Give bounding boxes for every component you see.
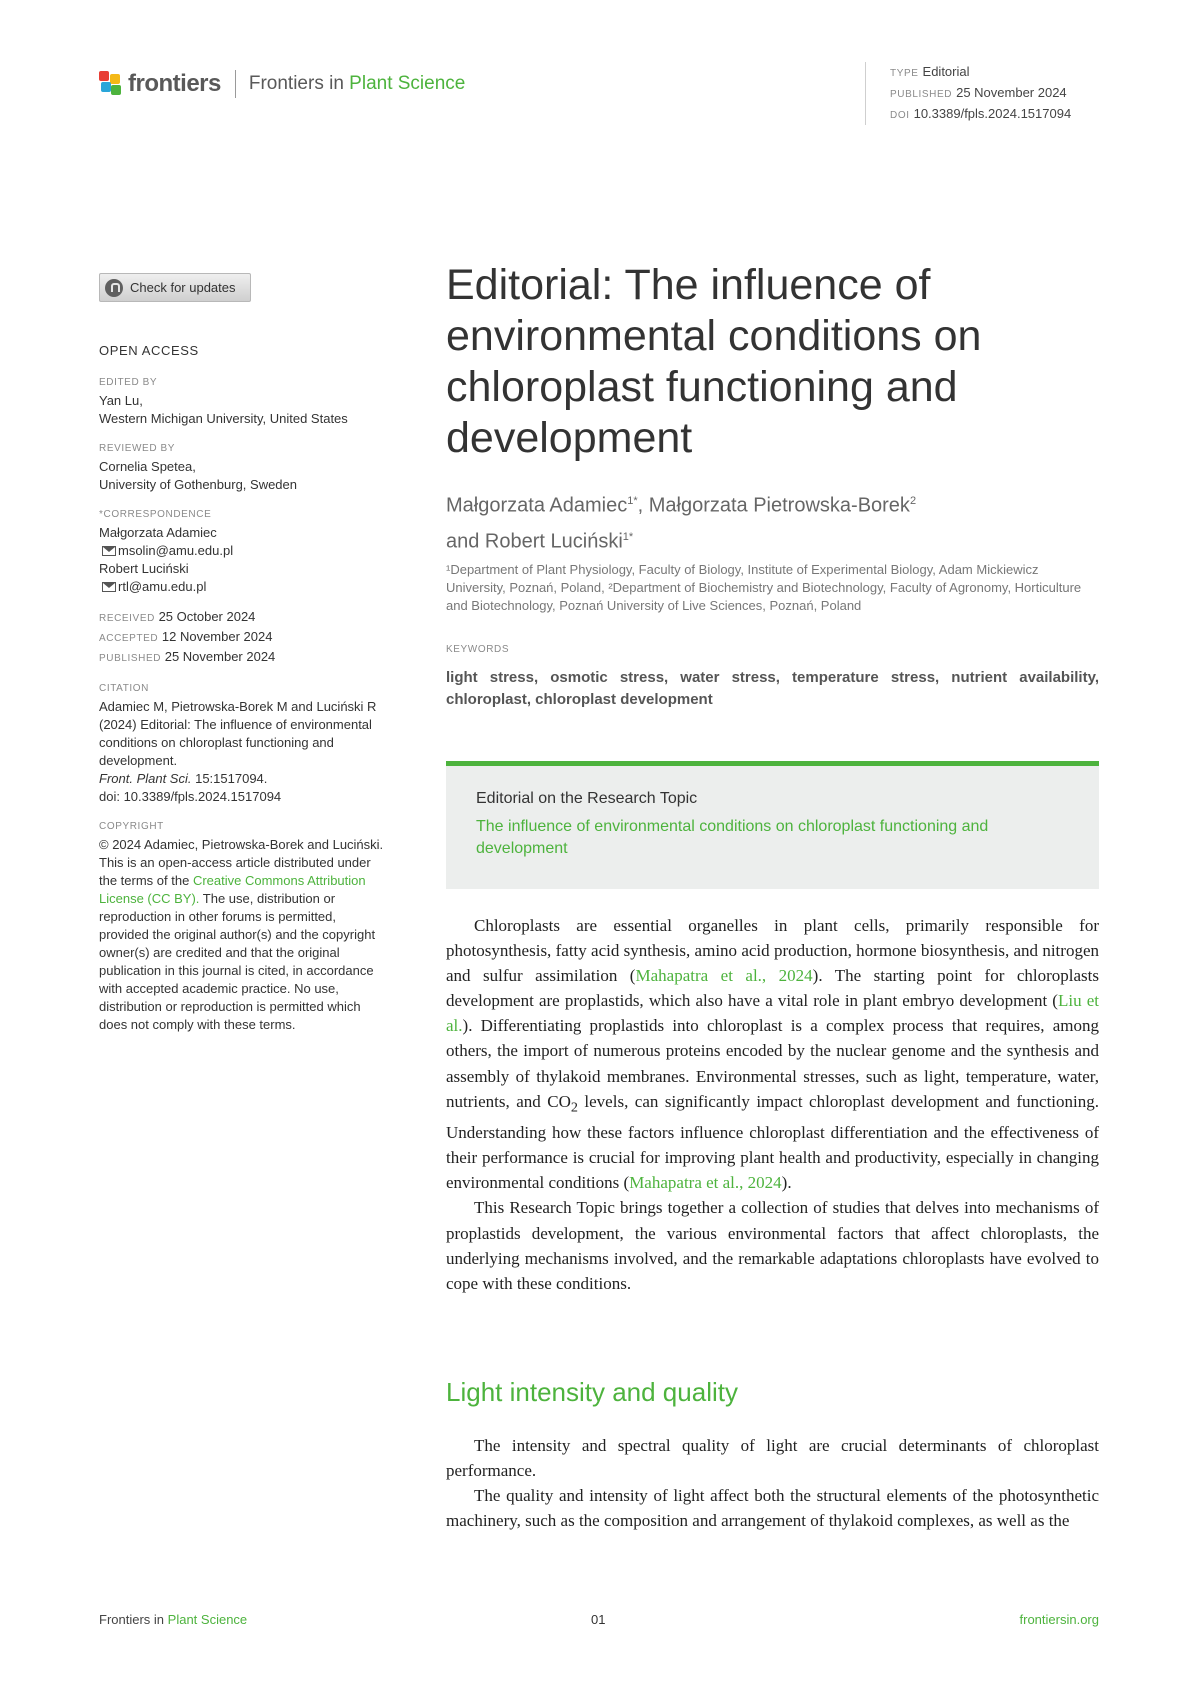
- research-topic-link[interactable]: The influence of environmental conditions on chloroplast functioning and development: [476, 818, 989, 857]
- copyright: COPYRIGHT © 2024 Adamiec, Pietrowska-Borek and Luciński. This is an open-access article distributed under the terms of the Creative Commons Attribution License (CC BY). The use, distribution or reproduction in other forums is permitted, provided the original author(s) and the copyright owner(s) are credited and that the original publication in this journal is cited, in accordance with accepted academic practice. No use, distribution or reproduction is permitted which does not comply with these terms.: [99, 821, 384, 1032]
- open-access-label: OPEN ACCESS: [99, 343, 199, 358]
- check-for-updates-button[interactable]: Check for updates: [99, 273, 251, 302]
- bookmark-icon: [105, 279, 123, 297]
- paragraph: Chloroplasts are essential organelles in plant cells, primarily responsible for photosynthesis, fatty acid synthesis, amino acid production, hormone biosynthesis, and nitrogen and sulfur assimilation (Mahapatra et al., 2024). The starting point for chloroplasts development are proplastids, which also have a vital role in plant embryo development (Liu et al.). Differentiating proplastids into chloroplast is a complex process that requires, among others, the import of numerous proteins encoded by the nuclear genome and the synthesis and assembly of thylakoid membranes. Environmental stresses, such as light, temperature, water, nutrients, and $CO_2$ levels, can significantly impact chloroplast development and functioning. Understanding how these factors influence chloroplast differentiation and the effectiveness of their performance is crucial for improving plant health and productivity, especially in changing environmental conditions (Mahapatra et al., 2024).: [446, 916, 1100, 1193]
- email-link-2[interactable]: rtl@amu.edu.pl: [99, 578, 384, 596]
- keywords-label: KEYWORDS: [446, 644, 510, 655]
- body-intro: [446, 913, 1099, 1296]
- email-link-1[interactable]: msolin@amu.edu.pl: [99, 542, 384, 560]
- research-topic-box: [446, 761, 1099, 889]
- research-topic-label: Editorial on the Research Topic: [476, 790, 698, 807]
- reviewed-by: REVIEWED BY Cornelia Spetea, University of Gothenburg, Sweden: [99, 443, 297, 492]
- mail-icon: [102, 546, 116, 556]
- brand-name: frontiers: [128, 70, 221, 97]
- article-title: Editorial: The influence of environmental conditions on chloroplast functioning and development: [446, 261, 982, 462]
- author-name[interactable]: Małgorzata Adamiec: [446, 494, 628, 517]
- reference-link[interactable]: Mahapatra et al., 2024: [635, 966, 813, 986]
- author-list: Małgorzata Adamiec$^{1*}$, Małgorzata Pietrowska-Borek$^2$ and Robert Luciński$^{1*}$: [446, 494, 917, 553]
- author-name[interactable]: , Małgorzata Pietrowska-Borek: [637, 494, 910, 517]
- paragraph: The quality and intensity of light affect both the structural elements of the photosynthetic machinery, such as the composition and arrangement of thylakoid complexes, as well as the: [446, 1486, 1099, 1531]
- paragraph: The intensity and spectral quality of light are crucial determinants of chloroplast performance.: [446, 1436, 1099, 1481]
- article-type: Editorial: [922, 64, 970, 79]
- keywords: light stress, osmotic stress, water stress, temperature stress, nutrient availability, chloroplast, chloroplast development: [446, 669, 1099, 708]
- frontiers-logo[interactable]: [99, 70, 465, 98]
- footer-site-link[interactable]: frontiersin.org: [1019, 1612, 1099, 1627]
- citation: CITATION Adamiec M, Pietrowska-Borek M and Luciński R (2024) Editorial: The influence of environmental conditions on chloroplast functioning and development. Front. Plant Sci. 15:1517094. doi: 10.3389/fpls.2024.1517094: [99, 683, 377, 804]
- journal-name: Frontiers in Plant Science: [248, 73, 466, 94]
- article-dates: RECEIVED 25 October 2024 ACCEPTED 12 November 2024 PUBLISHED 25 November 2024: [99, 609, 276, 664]
- section-heading: Light intensity and quality: [446, 1377, 738, 1407]
- paragraph: This Research Topic brings together a collection of studies that delves into mechanisms of proplastids development, the various environmental factors that affect chloroplasts, the underlying mechanisms involved, and the remarkable adaptations chloroplasts have evolved to cope with these conditions.: [446, 1198, 1099, 1293]
- article-meta: TYPE Editorial PUBLISHED 25 November 2024 DOI 10.3389/fpls.2024.1517094: [865, 62, 1071, 125]
- frontiers-logo-icon: [99, 71, 123, 97]
- reference-link[interactable]: Mahapatra et al., 2024: [629, 1173, 782, 1193]
- mail-icon: [102, 582, 116, 592]
- reference-link[interactable]: Liu et al.: [446, 991, 1099, 1036]
- logo-divider: [235, 70, 236, 98]
- body-section: [446, 1433, 1099, 1533]
- affiliations: ¹Department of Plant Physiology, Faculty of Biology, Institute of Experimental Biology, Adam Mickiewicz University, Poznań, Poland, ²Department of Biochemistry and Biotechnology, Faculty of Agronomy, Horticulture and Biotechnology, Poznań University of Live Sciences, Poznań, Poland: [446, 562, 1082, 613]
- sidebar: [99, 342, 384, 1046]
- doi-link[interactable]: 10.3389/fpls.2024.1517094: [913, 106, 1072, 121]
- edited-by: EDITED BY Yan Lu, Western Michigan University, United States: [99, 377, 348, 426]
- cc-by-license-link[interactable]: Creative Commons Attribution License (CC BY).: [99, 873, 366, 906]
- author-name[interactable]: and Robert Luciński: [446, 530, 623, 553]
- published-date: 25 November 2024: [956, 85, 1067, 100]
- footer-journal: Frontiers in Plant Science: [99, 1612, 248, 1627]
- page-number: 01: [591, 1612, 606, 1627]
- correspondence: *CORRESPONDENCE Małgorzata Adamiec msolin@amu.edu.pl Robert Luciński rtl@amu.edu.pl: [99, 506, 384, 596]
